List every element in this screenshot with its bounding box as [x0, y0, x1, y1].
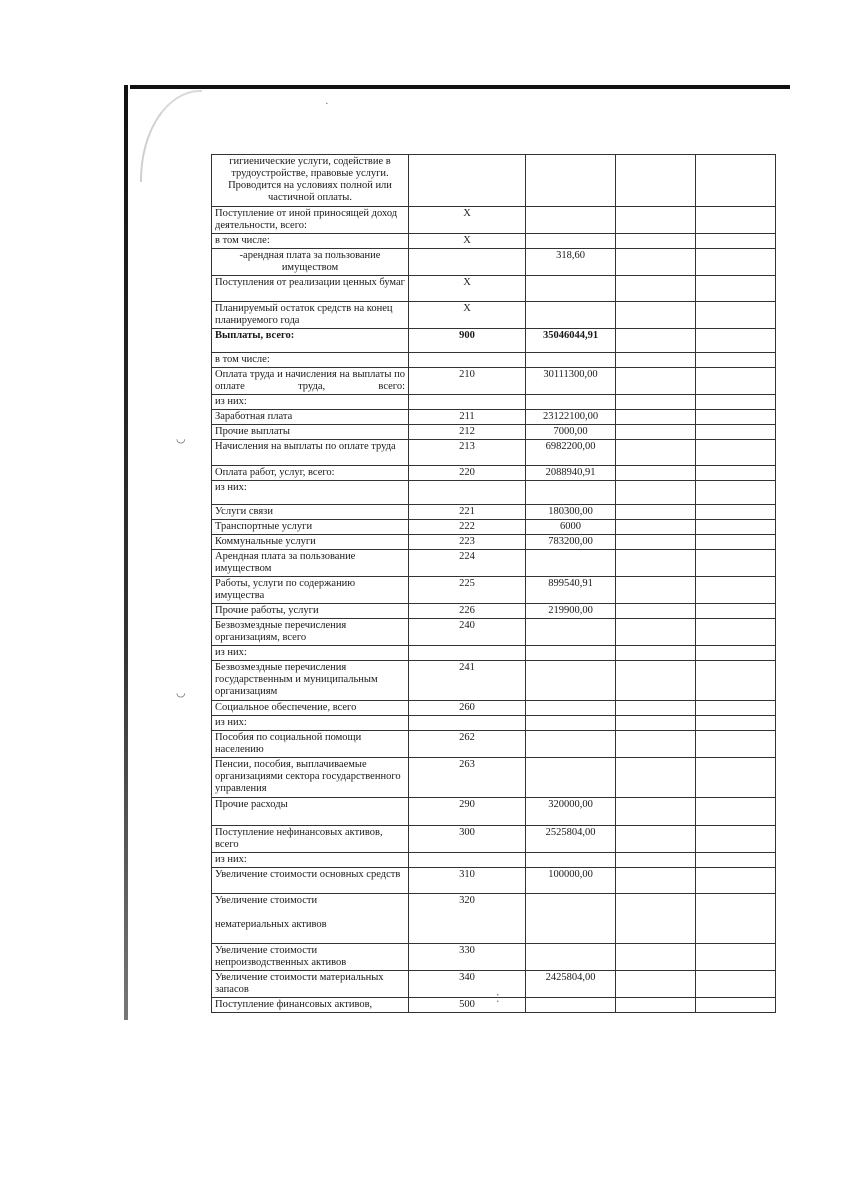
row-empty-cell — [696, 944, 776, 971]
table-row — [212, 329, 776, 353]
table-row — [212, 944, 776, 971]
row-empty-cell — [696, 276, 776, 302]
table-row — [212, 520, 776, 535]
row-name-cell: Безвозмездные перечисления организациям, всего — [212, 619, 409, 646]
row-amount-cell — [526, 701, 616, 716]
row-empty-cell — [616, 302, 696, 329]
row-amount-cell — [526, 619, 616, 646]
row-amount-cell: 23122100,00 — [526, 410, 616, 425]
table-row — [212, 155, 776, 207]
row-name-cell: Прочие выплаты — [212, 425, 409, 440]
row-empty-cell — [616, 577, 696, 604]
row-name-cell: Заработная плата — [212, 410, 409, 425]
table-row — [212, 302, 776, 329]
row-empty-cell — [696, 520, 776, 535]
row-empty-cell — [696, 894, 776, 944]
row-empty-cell — [616, 731, 696, 758]
table-row — [212, 619, 776, 646]
row-empty-cell — [696, 425, 776, 440]
row-empty-cell — [616, 410, 696, 425]
row-code-cell: 226 — [409, 604, 526, 619]
row-amount-cell: 320000,00 — [526, 798, 616, 826]
row-empty-cell — [696, 329, 776, 353]
row-empty-cell — [696, 853, 776, 868]
row-empty-cell — [696, 481, 776, 505]
table-row — [212, 368, 776, 395]
row-empty-cell — [696, 619, 776, 646]
row-empty-cell — [696, 505, 776, 520]
row-amount-cell — [526, 853, 616, 868]
row-name-cell: из них: — [212, 853, 409, 868]
row-empty-cell — [616, 535, 696, 550]
row-amount-cell — [526, 395, 616, 410]
row-amount-cell: 783200,00 — [526, 535, 616, 550]
row-amount-cell: 318,60 — [526, 249, 616, 276]
row-name-cell: Пособия по социальной помощи населению — [212, 731, 409, 758]
row-code-cell — [409, 716, 526, 731]
row-code-cell — [409, 155, 526, 207]
scan-speck: ⁚ — [496, 993, 500, 1005]
row-code-cell: 320 — [409, 894, 526, 944]
row-name-cell: из них: — [212, 395, 409, 410]
row-empty-cell — [696, 758, 776, 798]
row-empty-cell — [616, 440, 696, 466]
row-empty-cell — [616, 894, 696, 944]
row-amount-cell: 6000 — [526, 520, 616, 535]
page-curl-mark — [140, 90, 202, 182]
row-name-cell: Прочие расходы — [212, 798, 409, 826]
row-empty-cell — [696, 234, 776, 249]
row-amount-cell — [526, 998, 616, 1013]
row-empty-cell — [696, 998, 776, 1013]
row-name-cell: Начисления на выплаты по оплате труда — [212, 440, 409, 466]
row-empty-cell — [616, 425, 696, 440]
row-name-cell: из них: — [212, 716, 409, 731]
row-code-cell: 310 — [409, 868, 526, 894]
table-row — [212, 826, 776, 853]
row-empty-cell — [696, 731, 776, 758]
row-name-cell: в том числе: — [212, 234, 409, 249]
row-empty-cell — [696, 577, 776, 604]
row-amount-cell: 2088940,91 — [526, 466, 616, 481]
row-amount-cell — [526, 758, 616, 798]
row-name-cell: Безвозмездные перечисления государственным и муниципальным организациям — [212, 661, 409, 701]
row-code-cell: X — [409, 302, 526, 329]
row-empty-cell — [696, 207, 776, 234]
table-row — [212, 661, 776, 701]
row-code-cell — [409, 353, 526, 368]
table-row — [212, 798, 776, 826]
row-code-cell: 262 — [409, 731, 526, 758]
row-amount-cell: 6982200,00 — [526, 440, 616, 466]
row-name-cell: Поступление нефинансовых активов, всего — [212, 826, 409, 853]
scan-edge-top — [130, 85, 790, 89]
row-amount-cell: 35046044,91 — [526, 329, 616, 353]
row-name-cell: Арендная плата за пользование имуществом — [212, 550, 409, 577]
row-code-cell: 213 — [409, 440, 526, 466]
row-code-cell: 211 — [409, 410, 526, 425]
row-empty-cell — [616, 944, 696, 971]
row-name-cell: Увеличение стоимости непроизводственных активов — [212, 944, 409, 971]
row-empty-cell — [696, 716, 776, 731]
row-empty-cell — [616, 353, 696, 368]
row-empty-cell — [616, 604, 696, 619]
row-amount-cell — [526, 894, 616, 944]
row-name-cell: -арендная плата за пользование имуществом — [212, 249, 409, 276]
row-code-cell: 330 — [409, 944, 526, 971]
row-code-cell: 223 — [409, 535, 526, 550]
table-row — [212, 410, 776, 425]
scan-speck: ◡ — [176, 433, 186, 445]
finance-plan-table — [211, 154, 776, 1013]
row-empty-cell — [616, 853, 696, 868]
row-empty-cell — [696, 395, 776, 410]
row-amount-cell: 219900,00 — [526, 604, 616, 619]
row-name-cell: Работы, услуги по содержанию имущества — [212, 577, 409, 604]
row-code-cell: X — [409, 234, 526, 249]
row-empty-cell — [616, 466, 696, 481]
row-code-cell — [409, 481, 526, 505]
row-empty-cell — [696, 155, 776, 207]
row-empty-cell — [696, 868, 776, 894]
row-code-cell: 241 — [409, 661, 526, 701]
row-name-cell: из них: — [212, 646, 409, 661]
row-name-cell: в том числе: — [212, 353, 409, 368]
row-name-cell: Планируемый остаток средств на конец планируемого года — [212, 302, 409, 329]
row-empty-cell — [696, 535, 776, 550]
row-empty-cell — [616, 550, 696, 577]
row-code-cell: 212 — [409, 425, 526, 440]
row-code-cell: 263 — [409, 758, 526, 798]
row-code-cell: 222 — [409, 520, 526, 535]
row-empty-cell — [696, 410, 776, 425]
row-name-cell: Увеличение стоимости основных средств — [212, 868, 409, 894]
table-row — [212, 353, 776, 368]
row-empty-cell — [616, 276, 696, 302]
table-row — [212, 535, 776, 550]
row-empty-cell — [616, 520, 696, 535]
row-code-cell — [409, 853, 526, 868]
row-empty-cell — [696, 701, 776, 716]
table-row — [212, 425, 776, 440]
table-row — [212, 853, 776, 868]
row-code-cell: 224 — [409, 550, 526, 577]
row-empty-cell — [696, 661, 776, 701]
row-empty-cell — [616, 249, 696, 276]
table-row — [212, 868, 776, 894]
row-code-cell: 240 — [409, 619, 526, 646]
row-empty-cell — [616, 481, 696, 505]
row-empty-cell — [696, 353, 776, 368]
row-empty-cell — [616, 619, 696, 646]
row-name-cell: Оплата труда и начисления на выплаты по оплате труда, всего: — [212, 368, 409, 395]
table-row — [212, 731, 776, 758]
row-amount-cell: 2525804,00 — [526, 826, 616, 853]
table-row — [212, 276, 776, 302]
row-code-cell: X — [409, 276, 526, 302]
row-name-cell: Увеличение стоимости материальных запасов — [212, 971, 409, 998]
row-empty-cell — [696, 440, 776, 466]
row-code-cell: 221 — [409, 505, 526, 520]
row-empty-cell — [616, 368, 696, 395]
table-row — [212, 234, 776, 249]
row-code-cell: 300 — [409, 826, 526, 853]
row-empty-cell — [696, 604, 776, 619]
row-empty-cell — [696, 826, 776, 853]
row-name-cell: Пенсии, пособия, выплачиваемые организациями сектора государственного управления — [212, 758, 409, 798]
row-code-cell: 290 — [409, 798, 526, 826]
row-empty-cell — [616, 395, 696, 410]
row-empty-cell — [616, 758, 696, 798]
scan-speck: ◡ — [176, 687, 186, 699]
row-empty-cell — [616, 701, 696, 716]
row-name-cell: Прочие работы, услуги — [212, 604, 409, 619]
row-code-cell: X — [409, 207, 526, 234]
row-amount-cell — [526, 731, 616, 758]
row-empty-cell — [616, 155, 696, 207]
row-amount-cell — [526, 646, 616, 661]
row-name-cell: гигиенические услуги, содействие в трудоустройстве, правовые услуги. Проводится на условиях полной или частичной оплаты. — [212, 155, 409, 207]
row-name-cell: Транспортные услуги — [212, 520, 409, 535]
row-amount-cell — [526, 207, 616, 234]
table-row — [212, 971, 776, 998]
table-row — [212, 481, 776, 505]
row-name-cell: Услуги связи — [212, 505, 409, 520]
table-row — [212, 646, 776, 661]
row-code-cell: 220 — [409, 466, 526, 481]
row-empty-cell — [616, 329, 696, 353]
row-code-cell: 225 — [409, 577, 526, 604]
row-amount-cell: 180300,00 — [526, 505, 616, 520]
row-name-cell: из них: — [212, 481, 409, 505]
row-code-cell: 260 — [409, 701, 526, 716]
row-empty-cell — [616, 826, 696, 853]
row-amount-cell — [526, 276, 616, 302]
row-empty-cell — [616, 646, 696, 661]
table-row — [212, 440, 776, 466]
row-empty-cell — [616, 505, 696, 520]
row-amount-cell — [526, 234, 616, 249]
row-empty-cell — [696, 646, 776, 661]
row-empty-cell — [616, 971, 696, 998]
row-name-cell: Поступление от иной приносящей доход деятельности, всего: — [212, 207, 409, 234]
row-name-cell: Коммунальные услуги — [212, 535, 409, 550]
table-row — [212, 894, 776, 944]
table-row — [212, 998, 776, 1013]
row-name-cell: Поступления от реализации ценных бумаг — [212, 276, 409, 302]
table-row — [212, 207, 776, 234]
row-amount-cell — [526, 716, 616, 731]
table-row — [212, 604, 776, 619]
row-empty-cell — [616, 998, 696, 1013]
row-amount-cell — [526, 944, 616, 971]
row-amount-cell: 100000,00 — [526, 868, 616, 894]
row-empty-cell — [616, 661, 696, 701]
row-empty-cell — [616, 798, 696, 826]
row-empty-cell — [616, 868, 696, 894]
table-row — [212, 249, 776, 276]
row-code-cell — [409, 646, 526, 661]
scan-speck: · — [325, 98, 329, 110]
row-empty-cell — [696, 798, 776, 826]
row-empty-cell — [696, 302, 776, 329]
row-empty-cell — [696, 466, 776, 481]
table-row — [212, 577, 776, 604]
row-empty-cell — [696, 249, 776, 276]
row-amount-cell: 7000,00 — [526, 425, 616, 440]
row-code-cell — [409, 395, 526, 410]
row-name-cell: Социальное обеспечение, всего — [212, 701, 409, 716]
row-amount-cell — [526, 550, 616, 577]
row-empty-cell — [696, 550, 776, 577]
row-code-cell: 900 — [409, 329, 526, 353]
row-amount-cell — [526, 155, 616, 207]
table-row — [212, 550, 776, 577]
table-row — [212, 701, 776, 716]
row-code-cell: 500 — [409, 998, 526, 1013]
table-row — [212, 716, 776, 731]
row-code-cell: 340 — [409, 971, 526, 998]
row-amount-cell: 899540,91 — [526, 577, 616, 604]
row-empty-cell — [616, 207, 696, 234]
row-amount-cell — [526, 481, 616, 505]
row-name-cell: Оплата работ, услуг, всего: — [212, 466, 409, 481]
row-name-cell: Увеличение стоимости нематериальных активов — [212, 894, 409, 944]
table-row — [212, 466, 776, 481]
scan-edge-left — [124, 85, 128, 1020]
row-amount-cell — [526, 353, 616, 368]
row-empty-cell — [616, 716, 696, 731]
row-name-cell: Поступление финансовых активов, — [212, 998, 409, 1013]
row-code-cell: 210 — [409, 368, 526, 395]
row-amount-cell — [526, 661, 616, 701]
table-row — [212, 505, 776, 520]
row-name-cell: Выплаты, всего: — [212, 329, 409, 353]
row-amount-cell: 30111300,00 — [526, 368, 616, 395]
row-code-cell — [409, 249, 526, 276]
table-row — [212, 758, 776, 798]
row-empty-cell — [696, 368, 776, 395]
row-empty-cell — [616, 234, 696, 249]
row-amount-cell: 2425804,00 — [526, 971, 616, 998]
table-row — [212, 395, 776, 410]
row-empty-cell — [696, 971, 776, 998]
row-amount-cell — [526, 302, 616, 329]
